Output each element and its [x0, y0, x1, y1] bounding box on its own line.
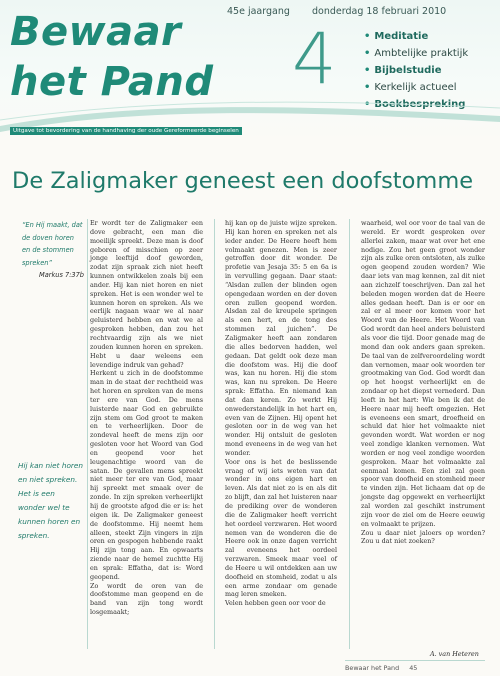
- paragraph: hij kan op de juiste wijze spreken. Hij kan horen en spreken net als ieder ander. De Heere heeft hem volmaakt genezen. Men is zeer getroffen door dit wonder. De profetie van Jesaja 35: 5 en 6a is in vervulling gegaan. Daar staat: “Alsdan zullen der blinden ogen opengedaan worden en der doven oren zullen geopend worden. Alsdan zal de kreupele springen als een hert, en de tong des stommen zal juichen”. De Zaligmaker heeft aan zondaren die alles bedorven hadden, wel gedaan. Dat geldt ook deze man die doofstom was. Hij die doof was, kan nu horen. Hij die stom was, kan nu spreken. De Heere sprak: Effatha. En niemand kan dat dan keren. Zo werkt Hij onwederstandelijk in het hart en, even van de Zijnen. Hij opent het gesloten oor in de weg van het wonder. Hij ontsluit de gesloten mond eveneens in de weg van het wonder.: [225, 219, 337, 457]
- issue-number: 4: [292, 18, 337, 100]
- bullet-icon: •: [364, 31, 371, 42]
- column-rule: [214, 219, 215, 649]
- volume: 45e jaargang: [227, 6, 290, 17]
- column-rule: [349, 219, 350, 649]
- author-signature: A. van Heteren: [430, 650, 479, 658]
- topic-item: [364, 62, 468, 79]
- article-column-1: [90, 219, 203, 617]
- logo-line-2: het Pand: [10, 59, 214, 105]
- scripture-quote: [22, 219, 84, 282]
- scripture-quote-text: “En Hij maakt, dat de doven horen en de stommen spreken”: [22, 221, 83, 267]
- page-number: 45: [409, 664, 418, 672]
- topic-label: Ambtelijke praktijk: [374, 48, 469, 59]
- paragraph: Er wordt ter de Zaligmaker een dove gebracht, een man die moeilijk spreekt. Deze man is doof geboren of misschien op zeer jonge leeftijd doof geworden, zodat zijn spraak zich niet heeft kunnen ontwikkelen zoals bij een ander. Hij kan niet horen en niet spreken. Het is een wonder wel te kunnen horen en spreken. Als we eerlijk nagaan waar we al naar geluisterd hebben en wat we al gesproken hebben, dan zou het rechtvaardig zijn als we niet zouden kunnen horen en spreken. Hebt u daar weleens een levendige indruk van gehad?: [90, 219, 203, 369]
- paragraph: Voor ons is het de beslissende vraag of wij iets weten van dat wonder in ons eigen hart en leven. Als dat niet zo is en als dit zo blijft, dan zal het luisteren naar de prediking over de wonderen die de Zaligmaker heeft verricht het oordeel verzwaren. Het woord nemen van de wonderen die de Heere ook in onze dagen verricht zal eveneens het oordeel verzwaren. Smeek maar veel of de Heere u wil ontdekken aan uw doofheid en stomheid, zodat u als een arme zondaar om genade mag leren smeken.: [225, 457, 337, 599]
- page-footer: [345, 664, 417, 672]
- bullet-icon: •: [364, 99, 371, 110]
- paragraph: waarheid, wel oor voor de taal van de wereld. Er wordt gesproken over allerlei zaken, maar wat over het ene nodige. Zou het geen groot wonder zijn als zulke oren ontsloten, als zulke ogen geopend zouden worden? Wie daar iets van mag kennen, zal dit niet aan zichzelf toeschrijven. Dan zal het beleden mogen worden dat de Heere alles gedaan heeft. Dan is er oor en zal er al meer oor komen voor het Woord van de Heere. Het Woord van God wordt dan heel anders beluisterd als voor die tijd. Door genade mag de mond dan ook anders gaan spreken. De taal van de zelfveroordeling wordt dan vernomen, maar ook woorden ter grootmaking van God. God wordt dan op het hoogst verheerlijkt en de zondaar op het diepst vernederd. Dan leeft in het hart: Wie ben ik dat de Heere naar mij heeft omgezien. Het is eveneens een smart, droefheid en schuld dat hier het volmaakte niet gevonden wordt. Wat worden er nog veel zondige klanken vernomen. Wat worden er nog veel zondige woorden gesproken. Maar het volmaakte zal eenmaal komen. Een ziel zal geen spoor van doofheid en stomheid meer te vinden zijn. Het lichaam dat op de jongste dag opgewekt en verheerlijkt zal worden zal geschikt instrument zijn voor de ziel om de Heere eeuwig en volmaakt te prijzen.: [361, 219, 485, 528]
- article-title: De Zaligmaker geneest een doofstomme: [12, 168, 474, 194]
- article-column-3: [361, 219, 485, 546]
- topic-label: Meditatie: [374, 31, 429, 42]
- topic-item: [364, 28, 468, 45]
- column-rule: [87, 219, 88, 649]
- bullet-icon: •: [364, 65, 371, 76]
- issue-date: donderdag 18 februari 2010: [312, 6, 447, 17]
- paragraph: Herkent u zich in de doofstomme man in de staat der rechtheid was het horen en spreken van de mens ter ere van God. De mens luisterde naar God en gebruikte zijn stem om God groot te maken en te verheerlijken. Door de zondeval heeft de mens zijn oor gesloten voor het Woord van God en geopend voor het leugenachtige woord van de satan. De gevallen mens spreekt niet meer ter ere van God, maar hij spreekt met smaak over de zonde. In zijn spreken verheerlijkt hij de grootste afgod die er is: het eigen ik. De Zaligmaker geneest de doofstomme. Hij neemt hem alleen, steekt Zijn vingers in zijn oren en gespogen hebbende raakt Hij zijn tong aan. En opwaarts ziende naar de hemel zuchtte Hij en sprak: Effatha, dat is: Word geopend.: [90, 369, 203, 581]
- paragraph: Velen hebben geen oor voor de: [225, 599, 326, 608]
- topic-label: Bijbelstudie: [374, 65, 442, 76]
- paragraph: Zou u daar niet jaloers op worden? Zou u dat niet zoeken?: [361, 528, 485, 546]
- topic-item: [364, 45, 468, 62]
- topic-label: Kerkelijk actueel: [374, 82, 457, 93]
- topic-label: Boekbespreking: [374, 99, 466, 110]
- pull-quote: Hij kan niet horen en niet spreken. Het is een wonder wel te kunnen horen en spreken.: [18, 461, 84, 540]
- paragraph: Zo wordt de oren van de doofstomme man geopend en de band van zijn tong wordt losgemaakt;: [90, 581, 203, 617]
- article-column-2: [225, 219, 337, 608]
- footer-publication: Bewaar het Pand: [345, 664, 400, 672]
- scripture-reference: Markus 7:37b: [39, 271, 84, 279]
- footer-rule: [345, 660, 485, 661]
- logo-line-1: Bewaar: [10, 9, 182, 55]
- bullet-icon: •: [364, 82, 371, 93]
- topic-item: [364, 79, 468, 96]
- masthead-subtitle: Uitgave tot bevordering van de handhaving der oude Gereformeerde beginselen: [10, 127, 242, 135]
- bullet-icon: •: [364, 48, 371, 59]
